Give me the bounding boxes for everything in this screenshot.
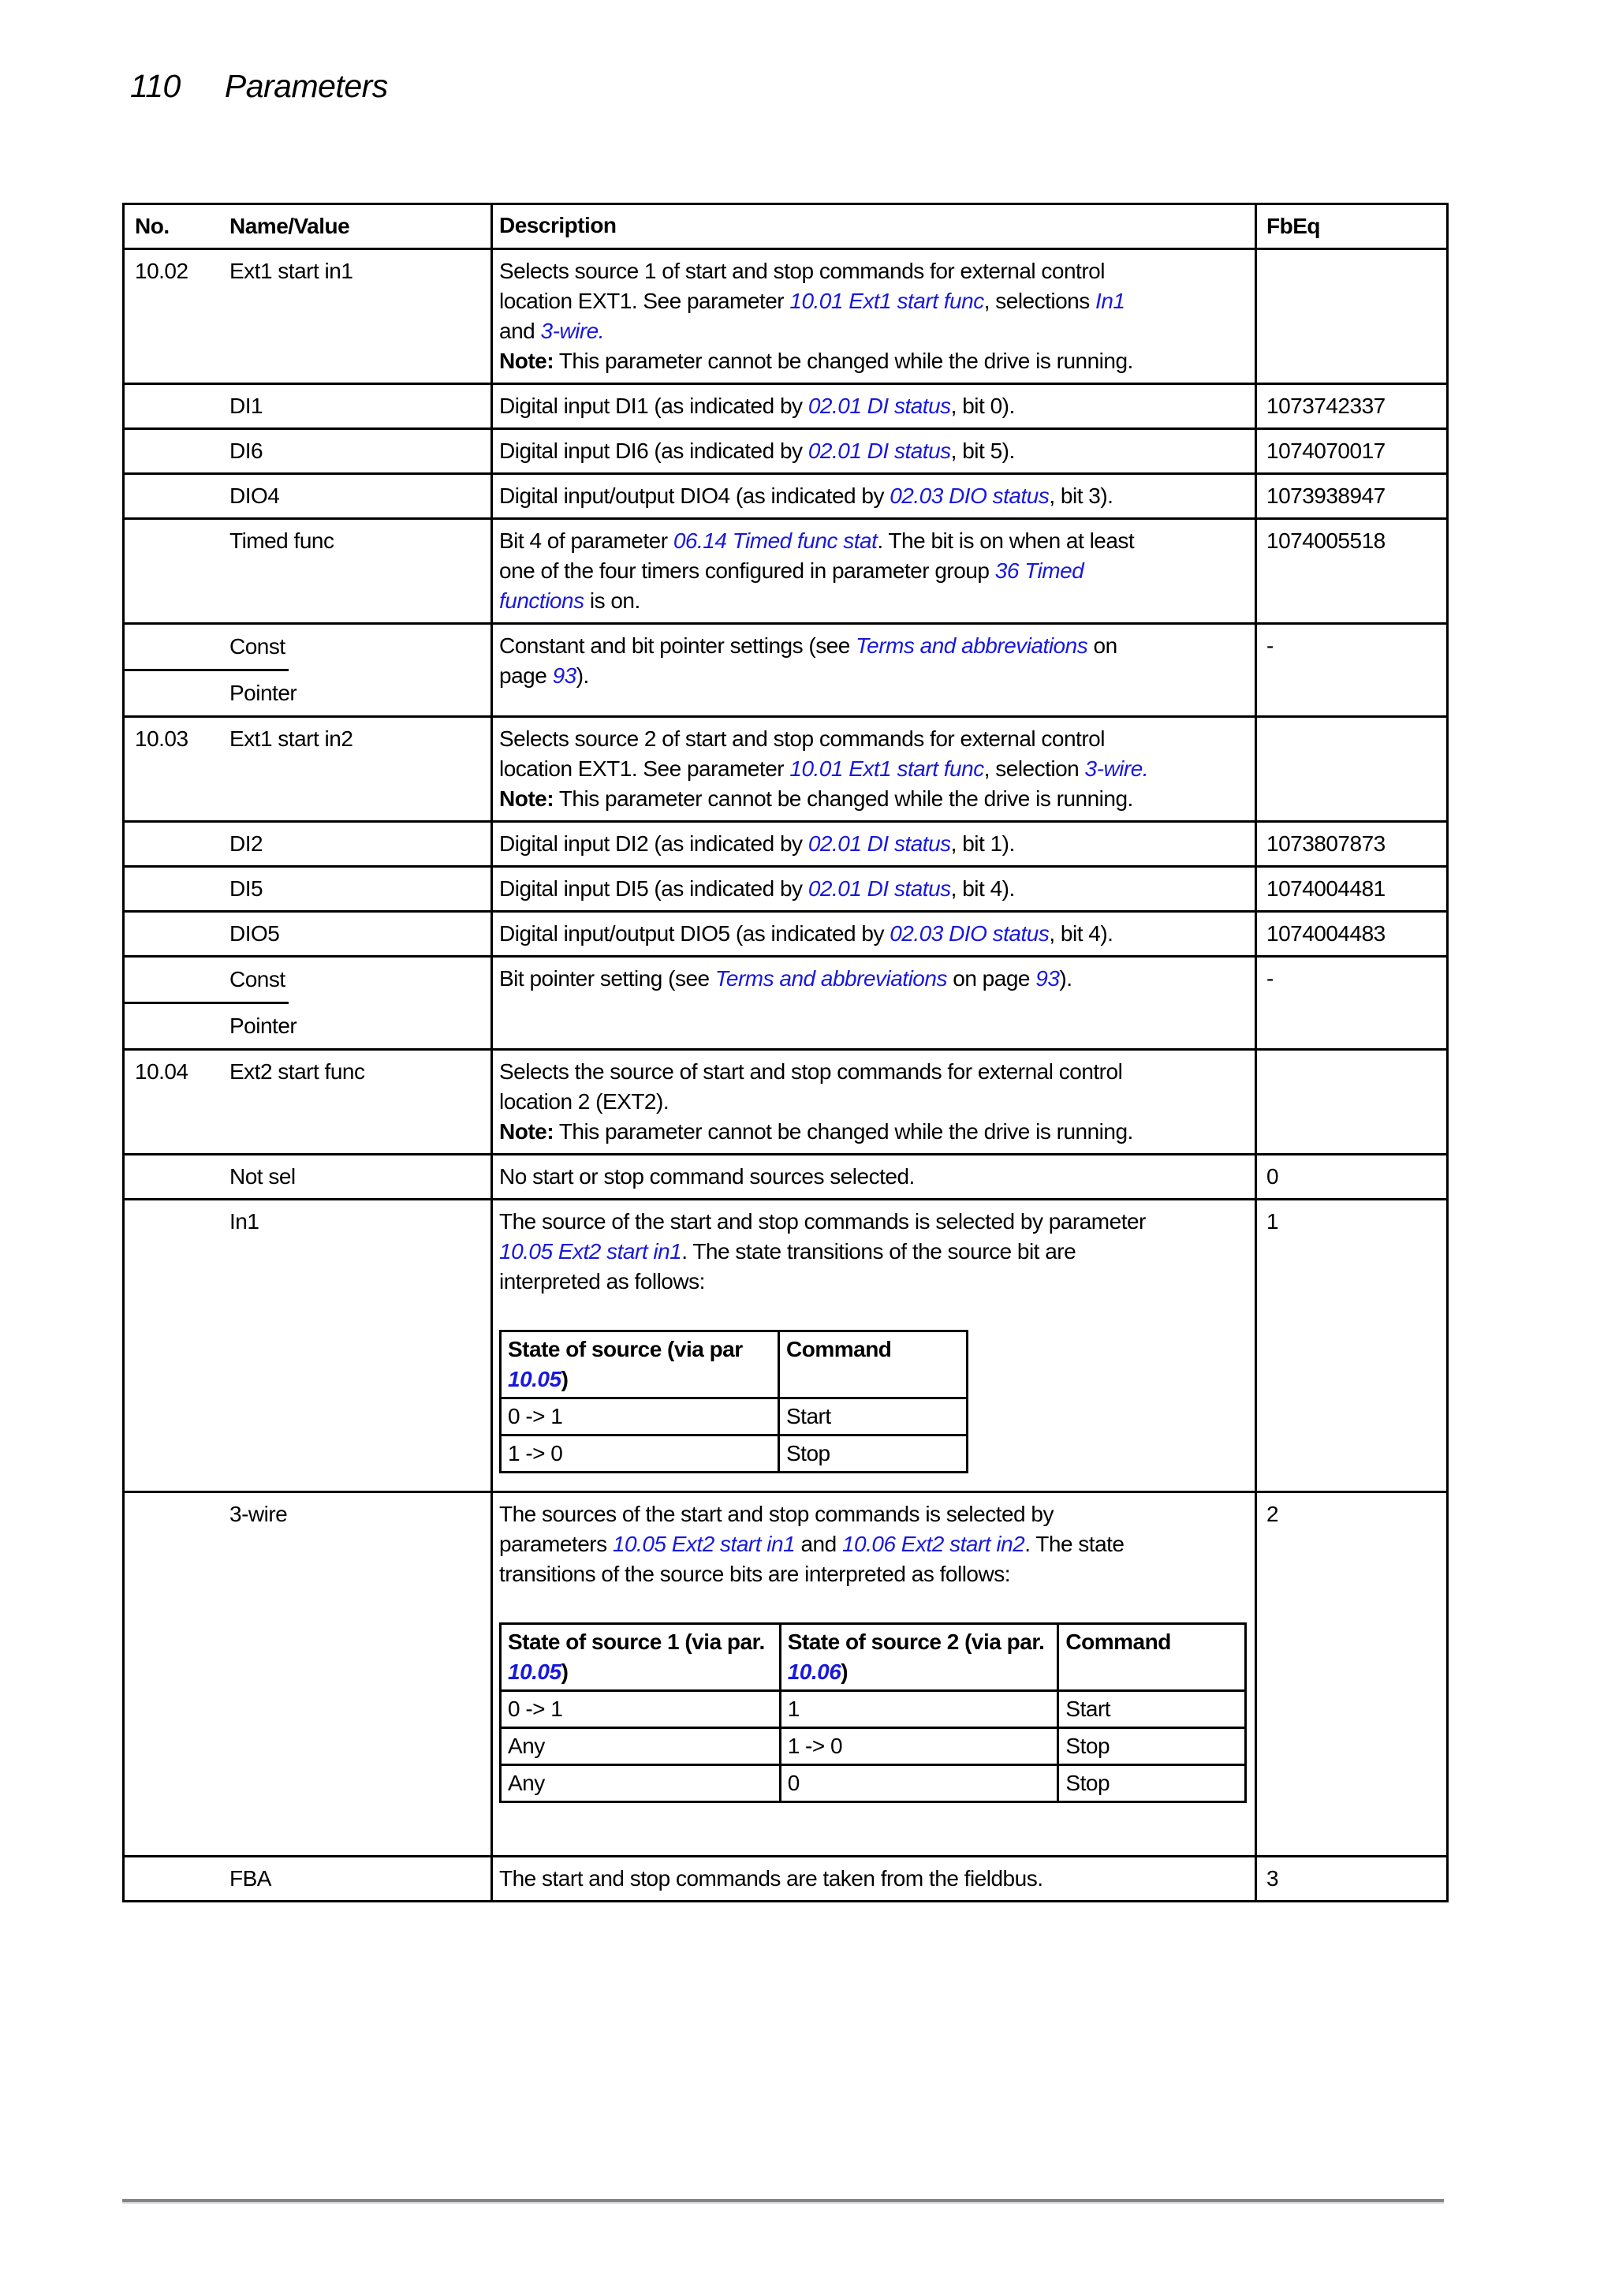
subtable-cell: 1 -> 0 (780, 1728, 1058, 1765)
text-segment: Selects source 1 of start and stop commands for external control location EXT1. See parameter (499, 259, 1105, 313)
text-segment: State of source 1 (via par. (508, 1630, 765, 1654)
text-segment: is on. (584, 588, 640, 613)
value-name: DIO4 (229, 483, 280, 508)
text-segment: No start or stop command sources selected. (499, 1164, 915, 1189)
fbeq-cell (1255, 718, 1446, 820)
value-name: Pointer (229, 1014, 297, 1038)
cross-reference-link[interactable]: 10.05 (508, 1367, 561, 1391)
value-name: DIO5 (229, 921, 280, 946)
description-cell (490, 385, 1255, 427)
text-segment: Digital input/output DIO5 (as indicated by (499, 921, 890, 946)
text-segment: Command (1065, 1630, 1171, 1654)
text-segment: This parameter cannot be changed while the drive is running. (554, 1119, 1133, 1144)
text-segment: The start and stop commands are taken from the fieldbus. (499, 1866, 1043, 1891)
fbeq-cell: 1074004483 (1255, 913, 1446, 955)
state-command-table (499, 1330, 968, 1473)
subtable-row (501, 1398, 968, 1435)
text-segment: Digital input DI6 (as indicated by (499, 439, 808, 463)
text-segment: Digital input DI2 (as indicated by (499, 831, 808, 856)
text-segment: ) (561, 1659, 569, 1684)
cross-reference-link[interactable]: 10.05 Ext2 start in1 (499, 1239, 682, 1264)
fbeq-cell (1255, 250, 1446, 383)
header-name-value: Name/Value (229, 214, 350, 238)
text-segment: , bit 4). (950, 876, 1015, 901)
value-name: 3-wire (229, 1502, 288, 1526)
cross-reference-link[interactable]: 10.05 Ext2 start in1 (612, 1532, 796, 1556)
subtable-header-command (779, 1331, 968, 1398)
cross-reference-link[interactable]: In1 (1095, 289, 1125, 313)
text-segment: and (499, 319, 541, 343)
text-segment: , bit 3). (1049, 483, 1113, 508)
text-segment: Bit pointer setting (see (499, 966, 715, 991)
header-fbeq: FbEq (1255, 205, 1446, 248)
text-segment: on page (946, 966, 1036, 991)
param-row-10-02 (125, 248, 1446, 383)
description-cell (490, 1200, 1255, 1491)
cross-reference-link[interactable]: Terms and abbreviations (714, 966, 947, 991)
cross-reference-link[interactable]: 10.06 Ext2 start in2 (841, 1532, 1025, 1556)
value-row-const-pointer (125, 622, 1446, 715)
merged-name-cell (125, 625, 490, 715)
text-segment: This parameter cannot be changed while the drive is running. (554, 786, 1133, 811)
subtable-header-row (501, 1624, 1246, 1691)
value-name: FBA (229, 1866, 271, 1891)
description-cell (490, 1051, 1255, 1153)
chapter-title: Parameters (224, 68, 388, 104)
value-row-dio4 (125, 472, 1446, 517)
param-number: 10.02 (135, 259, 188, 283)
text-segment: State of source (via par (508, 1337, 743, 1361)
value-row-timed-func (125, 517, 1446, 622)
value-name: Const (125, 625, 289, 671)
description-cell (490, 1857, 1255, 1900)
table-header-row (125, 205, 1446, 248)
subtable-cell: Start (1058, 1691, 1246, 1728)
subtable-header-state2 (780, 1624, 1058, 1691)
text-segment: Note: (499, 349, 554, 373)
cross-reference-link[interactable]: 10.01 Ext1 start func (789, 289, 984, 313)
value-row-dio5 (125, 910, 1446, 955)
value-row-di2 (125, 820, 1446, 865)
value-row-di1 (125, 383, 1446, 427)
value-row-3wire (125, 1491, 1446, 1855)
fbeq-cell: 1074004481 (1255, 868, 1446, 910)
value-name: Not sel (229, 1164, 296, 1189)
footer-divider (122, 2199, 1444, 2204)
subtable-cell: Any (501, 1765, 781, 1802)
value-name: Const (125, 958, 289, 1004)
fbeq-cell: 1073742337 (1255, 385, 1446, 427)
subtable-cell: 0 (780, 1765, 1058, 1802)
text-segment: ). (576, 663, 589, 688)
state-command-table-3wire (499, 1622, 1247, 1803)
description-cell (490, 823, 1255, 865)
text-segment: , bit 5). (950, 439, 1015, 463)
param-id-cell (125, 250, 490, 383)
text-segment: , selections (983, 289, 1096, 313)
subtable-row (501, 1435, 968, 1473)
param-row-10-04 (125, 1048, 1446, 1153)
description-cell (490, 868, 1255, 910)
param-row-10-03 (125, 715, 1446, 820)
text-segment: Note: (499, 786, 554, 811)
description-cell (490, 718, 1255, 820)
value-row-not-sel (125, 1153, 1446, 1198)
text-segment: , bit 1). (950, 831, 1015, 856)
subtable-row (501, 1691, 1246, 1728)
value-name: Timed func (229, 528, 334, 553)
value-name: DI5 (229, 876, 263, 901)
param-name: Ext1 start in1 (229, 259, 353, 283)
cross-reference-link[interactable]: 02.01 DI status (808, 831, 951, 856)
fbeq-cell: 1073938947 (1255, 475, 1446, 517)
cross-reference-link[interactable]: 02.01 DI status (808, 394, 951, 418)
subtable-cell: 0 -> 1 (501, 1691, 781, 1728)
cross-reference-link[interactable]: 02.01 DI status (808, 439, 951, 463)
text-segment: . The state transitions of the source bit are interpreted as follows: (499, 1239, 1076, 1294)
text-segment: and (795, 1532, 842, 1556)
subtable-row (501, 1765, 1246, 1802)
text-segment: Digital input/output DIO4 (as indicated by (499, 483, 890, 508)
cross-reference-link[interactable]: 3-wire. (1084, 756, 1149, 781)
merged-name-cell (125, 958, 490, 1048)
description-cell (490, 520, 1255, 622)
text-segment: , selection (983, 756, 1085, 781)
description-cell (490, 625, 1255, 715)
cross-reference-link[interactable]: 93 (552, 663, 576, 688)
param-number: 10.04 (135, 1059, 188, 1084)
cross-reference-link[interactable]: 93 (1035, 966, 1060, 991)
description-cell (490, 1493, 1255, 1855)
text-segment: . The bit is on when at least one of the four timers configured in parameter group (499, 528, 1135, 583)
text-segment: , bit 0). (950, 394, 1015, 418)
fbeq-cell: - (1255, 625, 1446, 715)
fbeq-cell: 3 (1255, 1857, 1446, 1900)
cross-reference-link[interactable]: 10.05 (508, 1659, 561, 1684)
text-segment: State of source 2 (via par. (787, 1630, 1045, 1654)
text-segment: Digital input DI5 (as indicated by (499, 876, 808, 901)
text-segment: , bit 4). (1049, 921, 1113, 946)
value-name: DI6 (229, 439, 263, 463)
header-no: No. (135, 214, 170, 238)
text-segment: ). (1059, 966, 1072, 991)
text-segment: The sources of the start and stop commands is selected by parameters (499, 1502, 1054, 1556)
subtable-cell: 1 -> 0 (501, 1435, 779, 1473)
description-cell (490, 475, 1255, 517)
description-cell (490, 958, 1255, 1048)
fbeq-cell: 0 (1255, 1155, 1446, 1198)
text-segment: Command (786, 1337, 892, 1361)
text-segment: Constant and bit pointer settings (see (499, 633, 856, 658)
text-segment: on page (499, 633, 1117, 688)
page-number: 110 (130, 68, 181, 104)
header-description: Description (490, 205, 1255, 248)
description-cell (490, 250, 1255, 383)
text-segment: Note: (499, 1119, 554, 1144)
description-cell (490, 1155, 1255, 1198)
value-row-di6 (125, 427, 1446, 472)
cross-reference-link[interactable]: Terms and abbreviations (856, 633, 1088, 658)
text-segment: ) (561, 1367, 569, 1391)
fbeq-cell: 2 (1255, 1493, 1446, 1855)
fbeq-cell: 1074005518 (1255, 520, 1446, 622)
value-name: DI1 (229, 394, 263, 418)
text-segment: This parameter cannot be changed while the drive is running. (554, 349, 1133, 373)
cross-reference-link[interactable]: 02.03 DIO status (890, 921, 1050, 946)
description-cell (490, 913, 1255, 955)
cross-reference-link[interactable]: 36 Timed functions (499, 558, 1084, 613)
param-id-cell (125, 718, 490, 820)
fbeq-cell: 1073807873 (1255, 823, 1446, 865)
text-segment: Digital input DI1 (as indicated by (499, 394, 808, 418)
subtable-cell: Stop (1058, 1765, 1246, 1802)
value-row-const-pointer (125, 955, 1446, 1048)
parameter-table (122, 203, 1449, 1902)
fbeq-cell: - (1255, 958, 1446, 1048)
cross-reference-link[interactable]: 02.01 DI status (808, 876, 951, 901)
subtable-cell: Stop (1058, 1728, 1246, 1765)
subtable-cell: 0 -> 1 (501, 1398, 779, 1435)
text-segment: The source of the start and stop commands is selected by parameter (499, 1209, 1146, 1234)
param-id-cell (125, 1051, 490, 1153)
value-name: DI2 (229, 831, 263, 856)
subtable-header-command (1058, 1624, 1246, 1691)
subtable-header-state1 (501, 1624, 781, 1691)
text-segment: . The state transitions of the source bits are interpreted as follows: (499, 1532, 1125, 1586)
value-name: In1 (229, 1209, 259, 1234)
fbeq-cell: 1074070017 (1255, 430, 1446, 472)
description-cell (490, 430, 1255, 472)
value-name: Pointer (229, 681, 297, 705)
cross-reference-link[interactable]: 3-wire. (540, 319, 605, 343)
subtable-cell: 1 (780, 1691, 1058, 1728)
text-segment: Selects source 2 of start and stop commands for external control location EXT1. See parameter (499, 726, 1105, 781)
subtable-cell: Any (501, 1728, 781, 1765)
subtable-header-state (501, 1331, 779, 1398)
cross-reference-link[interactable]: 10.01 Ext1 start func (789, 756, 984, 781)
subtable-header-row (501, 1331, 968, 1398)
cross-reference-link[interactable]: 06.14 Timed func stat (673, 528, 878, 553)
param-number: 10.03 (135, 726, 188, 751)
param-name: Ext2 start func (229, 1059, 365, 1084)
cross-reference-link[interactable]: 10.06 (787, 1659, 841, 1684)
text-segment: Bit 4 of parameter (499, 528, 673, 553)
param-name: Ext1 start in2 (229, 726, 353, 751)
cross-reference-link[interactable]: 02.03 DIO status (890, 483, 1050, 508)
header-cell-group (125, 205, 490, 248)
page-title (130, 68, 388, 105)
text-segment: Selects the source of start and stop commands for external control location 2 (EXT2). (499, 1059, 1123, 1114)
value-row-di5 (125, 865, 1446, 910)
fbeq-cell (1255, 1051, 1446, 1153)
value-row-in1 (125, 1198, 1446, 1491)
value-row-fba (125, 1855, 1446, 1900)
subtable-cell: Stop (779, 1435, 968, 1473)
subtable-row (501, 1728, 1246, 1765)
subtable-cell: Start (779, 1398, 968, 1435)
fbeq-cell: 1 (1255, 1200, 1446, 1491)
text-segment: ) (841, 1659, 849, 1684)
